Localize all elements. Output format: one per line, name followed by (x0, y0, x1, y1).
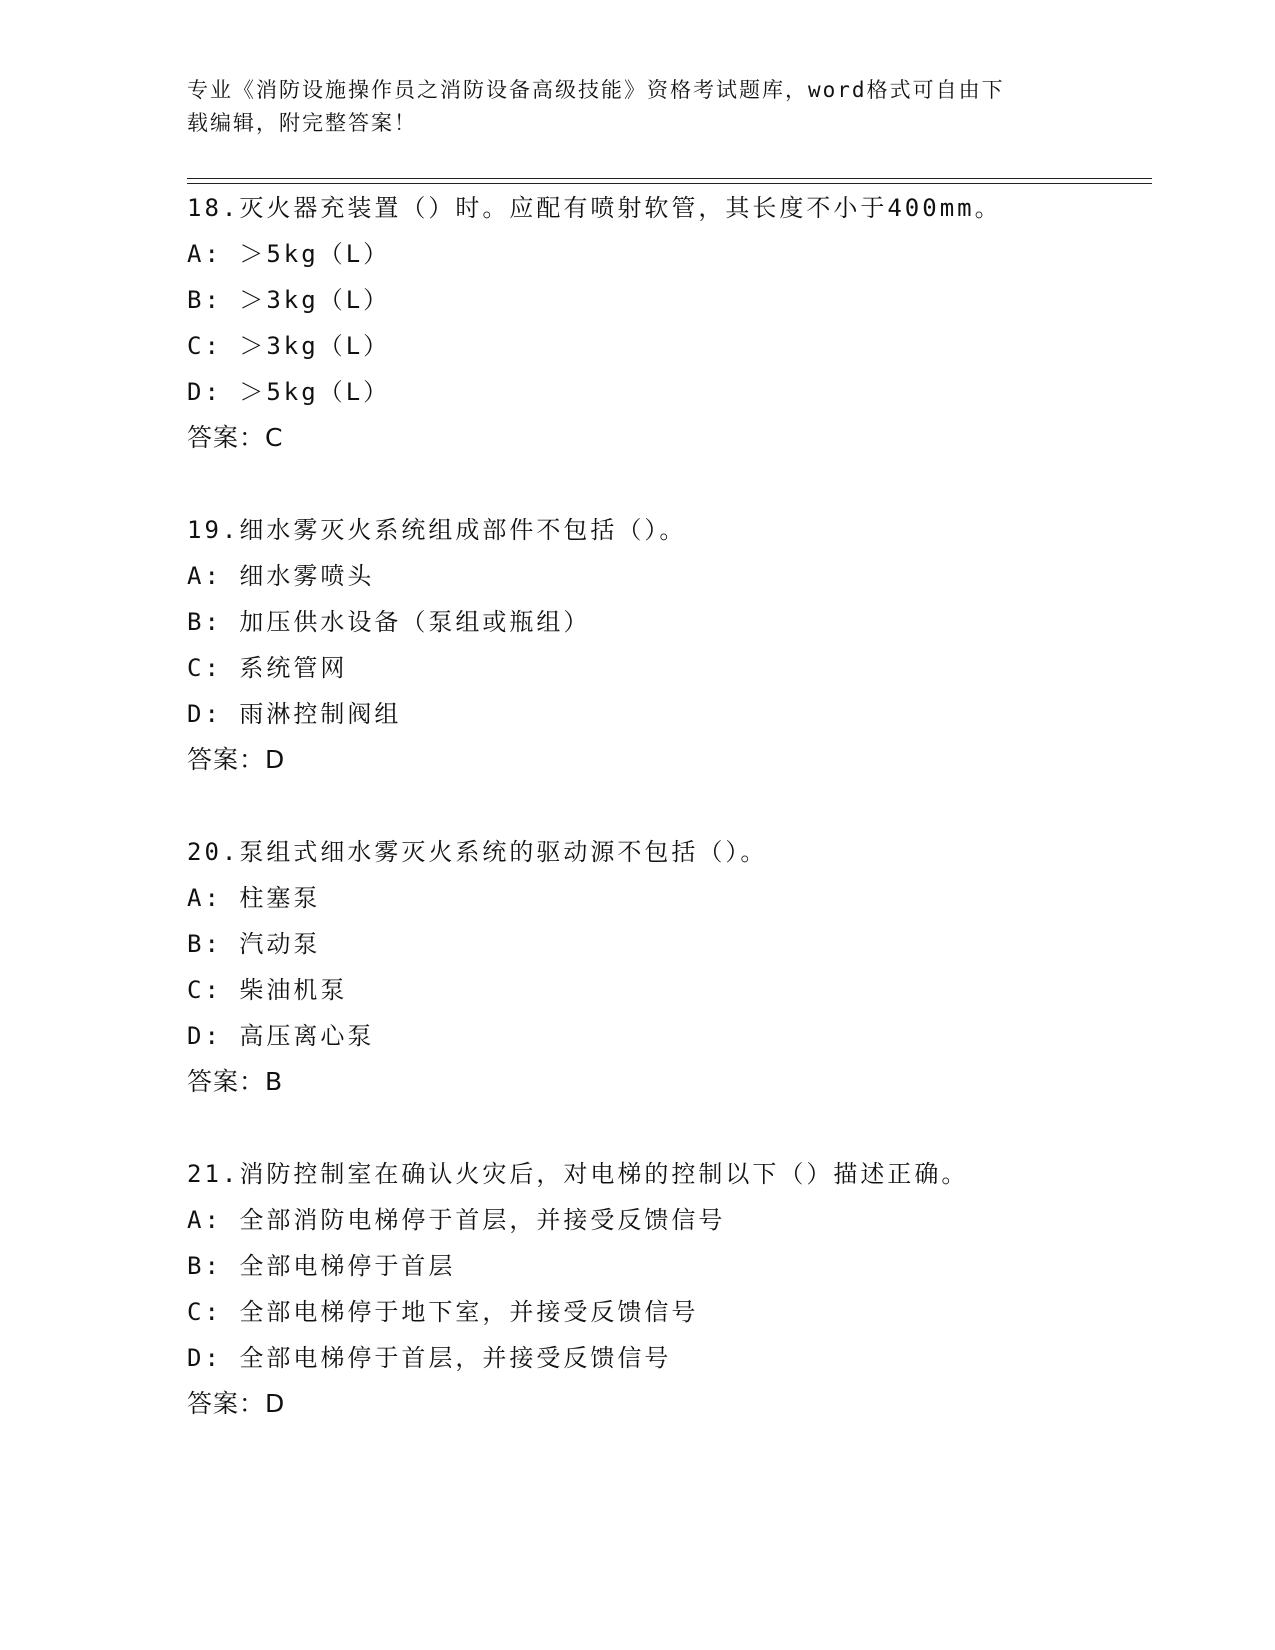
question-18 (187, 185, 1147, 461)
option-b: B: 汽动泵 (187, 930, 321, 958)
option-d: D: 雨淋控制阀组 (187, 700, 402, 728)
header-divider-top (187, 178, 1152, 179)
header-line-2: 载编辑，附完整答案！ (187, 111, 417, 135)
option-c: C: 全部电梯停于地下室，并接受反馈信号 (187, 1298, 699, 1326)
option-d: D: 高压离心泵 (187, 1022, 375, 1050)
option-b: B: 全部电梯停于首层 (187, 1252, 456, 1280)
option-d: D: ＞5kg（L） (187, 378, 391, 406)
header-line-1: 专业《消防设施操作员之消防设备高级技能》资格考试题库，word格式可自由下 (187, 78, 1005, 102)
option-a: A: 全部消防电梯停于首层，并接受反馈信号 (187, 1206, 726, 1234)
answer: 答案：B (187, 1067, 284, 1096)
question-20 (187, 829, 1147, 1105)
question-text: 19.细水雾灭火系统组成部件不包括（）。 (187, 516, 687, 544)
option-b: B: 加压供水设备（泵组或瓶组） (187, 608, 591, 636)
answer: 答案：D (187, 745, 286, 774)
option-a: A: 细水雾喷头 (187, 562, 375, 590)
answer: 答案：D (187, 1389, 286, 1418)
option-c: C: 系统管网 (187, 654, 348, 682)
option-b: B: ＞3kg（L） (187, 286, 391, 314)
option-d: D: 全部电梯停于首层，并接受反馈信号 (187, 1344, 672, 1372)
question-text: 21.消防控制室在确认火灾后，对电梯的控制以下（）描述正确。 (187, 1160, 969, 1188)
question-19 (187, 507, 1147, 783)
question-21 (187, 1151, 1147, 1427)
option-c: C: ＞3kg（L） (187, 332, 391, 360)
option-c: C: 柴油机泵 (187, 976, 348, 1004)
question-text: 18.灭火器充装置（）时。应配有喷射软管，其长度不小于400mm。 (187, 194, 1002, 222)
option-a: A: 柱塞泵 (187, 884, 321, 912)
question-text: 20.泵组式细水雾灭火系统的驱动源不包括（）。 (187, 838, 768, 866)
document-header (187, 74, 1067, 140)
option-a: A: ＞5kg（L） (187, 240, 391, 268)
answer: 答案：C (187, 423, 284, 452)
header-divider-bottom (187, 183, 1152, 184)
